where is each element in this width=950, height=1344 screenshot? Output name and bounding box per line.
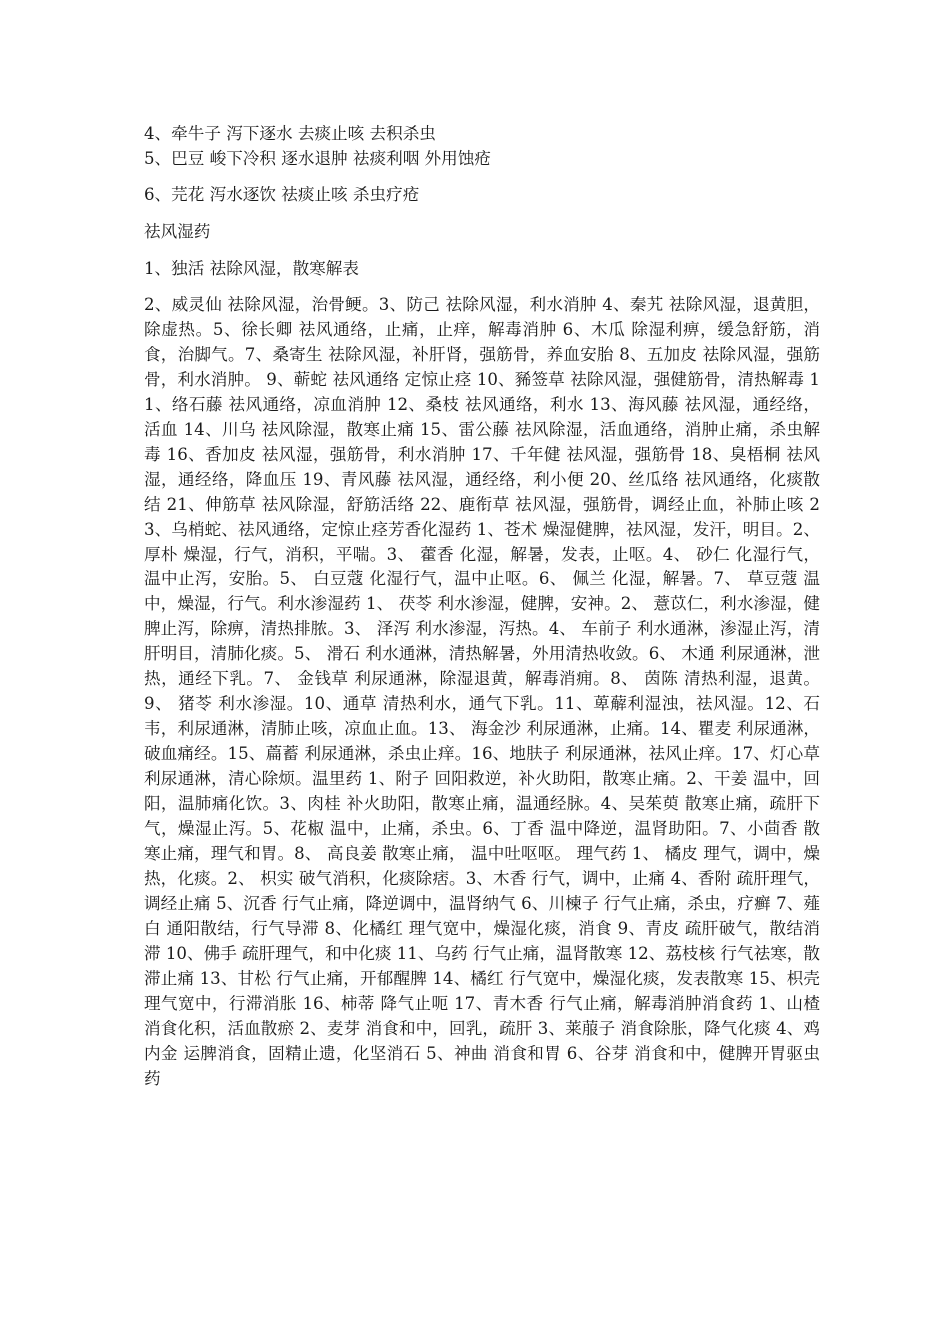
text-line-qianniuzi: 4、牵牛子 泻下逐水 去痰止咳 去积杀虫 bbox=[144, 124, 436, 143]
section-heading: 祛风湿药 bbox=[144, 222, 211, 241]
text-line-duhuo: 1、独活 祛除风湿，散寒解表 bbox=[144, 259, 359, 278]
body-paragraph: 2、威灵仙 祛除风湿，治骨鲠。3、防己 祛除风湿，利水消肿 4、秦艽 祛除风湿，退黄胆，除虚热。5、徐长卿 祛风通络，止痛，止痒，解毒消肿 6、木瓜 除湿利痹，缓急舒筋，消食，治脚气。7、桑寄生 祛除风湿，补肝肾，强筋骨，养血安胎 8、五加皮 祛除风湿，强筋骨，利水消肿。 9、蕲蛇 祛风通络 定惊止痉 10、豨签草 祛除风湿，强健筋骨，清热解毒 11、络石藤 祛风通络，凉血消肿 12、桑枝 祛风通络，利水 13、海风藤 祛风湿，通经络，活血 14、川乌 祛风除湿，散寒止痛 15、雷公藤 祛风除湿，活血通络，消肿止痛，杀虫解毒 16、香加皮 祛风湿，强筋骨，利水消肿 17、千年健 祛风湿，强筋骨 18、臭梧桐 祛风湿，通经络，降血压 19、青风藤 祛风湿，通经络，利小便 20、丝瓜络 祛风通络，化痰散结 21、伸筋草 祛风除湿，舒筋活络 22、鹿衔草 祛风湿，强筋骨，调经止血，补肺止咳 23、乌梢蛇、祛风通络，定惊止痉芳香化湿药 1、苍术 燥湿健脾，祛风湿，发汗，明目。2、 厚朴 燥湿，行气，消积，平喘。3、 藿香 化湿，解暑，发表，止呕。4、 砂仁 化湿行气，温中止泻，安胎。5、 白豆蔻 化湿行气，温中止呕。6、 佩兰 化湿，解暑。7、 草豆蔻 温中，燥湿，行气。利水渗湿药 1、 茯苓 利水渗湿，健脾，安神。2、 薏苡仁，利水渗湿，健脾止泻，除痹，清热排脓。3、 泽泻 利水渗湿，泻热。4、 车前子 利水通淋，渗湿止泻，清肝明目，清肺化痰。5、 滑石 利水通淋，清热解暑，外用清热收敛。6、 木通 利尿通淋，泄热，通经下乳。7、 金钱草 利尿通淋，除湿退黄，解毒消痈。8、 茵陈 清热利湿，退黄。9、 猪苓 利水渗湿。10、通草 清热利水，通气下乳。11、萆薢利湿浊，祛风湿。12、石韦，利尿通淋，清肺止咳，凉血止血。13、 海金沙 利尿通淋，止痛。14、瞿麦 利尿通淋，破血痛经。15、萹蓄 利尿通淋，杀虫止痒。16、地肤子 利尿通淋，祛风止痒。17、灯心草 利尿通淋，清心除烦。温里药 1、附子 回阳救逆，补火助阳，散寒止痛。2、干姜 温中，回阳，温肺痛化饮。3、肉桂 补火助阳，散寒止痛，温通经脉。4、吴茱萸 散寒止痛，疏肝下气，燥湿止泻。5、花椒 温中，止痛，杀虫。6、丁香 温中降逆，温肾助阳。7、小茴香 散寒止痛，理气和胃。8、 高良姜 散寒止痛， 温中吐呕呕。 理气药 1、 橘皮 理气，调中，燥热，化痰。2、 枳实 破气消积，化痰除痞。3、木香 行气，调中，止痛 4、香附 疏肝理气，调经止痛 5、沉香 行气止痛，降逆调中，温肾纳气 6、川楝子 行气止痛，杀虫，疗癣 7、薤白 通阳散结，行气导滞 8、化橘红 理气宽中，燥湿化痰，消食 9、青皮 疏肝破气，散结消滞 10、佛手 疏肝理气，和中化痰 11、乌药 行气止痛，温肾散寒 12、荔枝核 行气祛寒，散滞止痛 13、甘松 行气止痛，开郁醒脾 14、橘红 行气宽中，燥湿化痰，发表散寒 15、枳壳 理气宽中，行滞消胀 16、柿蒂 降气止呃 17、青木香 行气止痛，解毒消肿消食药 1、山楂 消食化积，活血散瘀 2、麦芽 消食和中，回乳，疏肝 3、莱菔子 消食除胀，降气化痰 4、鸡内金 运脾消食，固精止遗，化坚消石 5、神曲 消食和胃 6、谷芽 消食和中，健脾开胃驱虫药 bbox=[144, 295, 820, 1088]
document-content bbox=[144, 121, 820, 1092]
text-line-badou: 5、巴豆 峻下冷积 逐水退肿 祛痰利咽 外用蚀疮 bbox=[144, 149, 491, 168]
text-line-yuanhua: 6、芫花 泻水逐饮 祛痰止咳 杀虫疗疮 bbox=[144, 185, 420, 204]
